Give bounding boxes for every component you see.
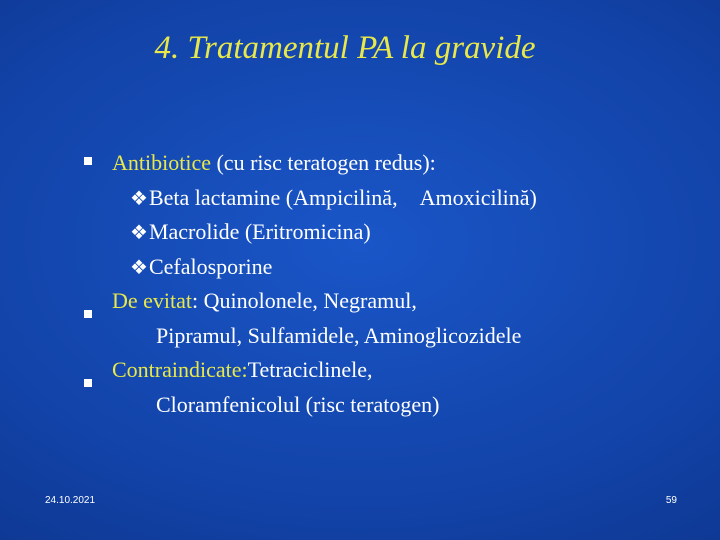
item-text: Cloramfenicolul (risc teratogen) xyxy=(156,391,440,417)
sub-item-cefalosporine xyxy=(112,250,537,285)
item-text: Tetraciclinele, xyxy=(247,357,373,382)
sub-item-beta-lactamine xyxy=(112,181,537,216)
sub-item-text: Macrolide (Eritromicina) xyxy=(148,219,371,244)
diamond-bullet-icon: ❖ xyxy=(130,187,148,210)
bullet-square-icon xyxy=(84,157,92,165)
diamond-bullet-icon: ❖ xyxy=(130,256,148,279)
footer-date: 24.10.2021 xyxy=(45,495,96,506)
slide-title: 4. Tratamentul PA la gravide xyxy=(154,30,536,66)
sub-item-text: Beta lactamine (Ampicilină, xyxy=(148,184,398,210)
list-item-de-evitat xyxy=(112,284,537,319)
term-antibiotice: Antibiotice xyxy=(112,150,211,175)
list-item-antibiotice xyxy=(112,146,537,181)
list-item-continuation xyxy=(112,388,537,423)
sub-item-text: Amoxicilină) xyxy=(419,184,537,210)
sub-item-macrolide xyxy=(112,215,537,250)
bullet-square-icon xyxy=(84,379,92,387)
item-text: (cu risc teratogen redus): xyxy=(210,150,436,175)
item-text: Pipramul, Sulfamidele, Aminoglicozidele xyxy=(156,322,522,348)
bullet-square-icon xyxy=(84,310,92,318)
diamond-bullet-icon: ❖ xyxy=(130,222,148,244)
footer-page-number: 59 xyxy=(665,495,677,506)
list-item-contraindicate xyxy=(112,353,537,388)
term-de-evitat: De evitat xyxy=(112,288,193,313)
list-item-continuation xyxy=(112,319,537,354)
slide-body xyxy=(112,146,537,422)
term-contraindicate: Contraindicate: xyxy=(112,357,248,382)
item-text: : Quinolonele, Negramul, xyxy=(192,288,417,313)
sub-item-text: Cefalosporine xyxy=(148,253,273,279)
